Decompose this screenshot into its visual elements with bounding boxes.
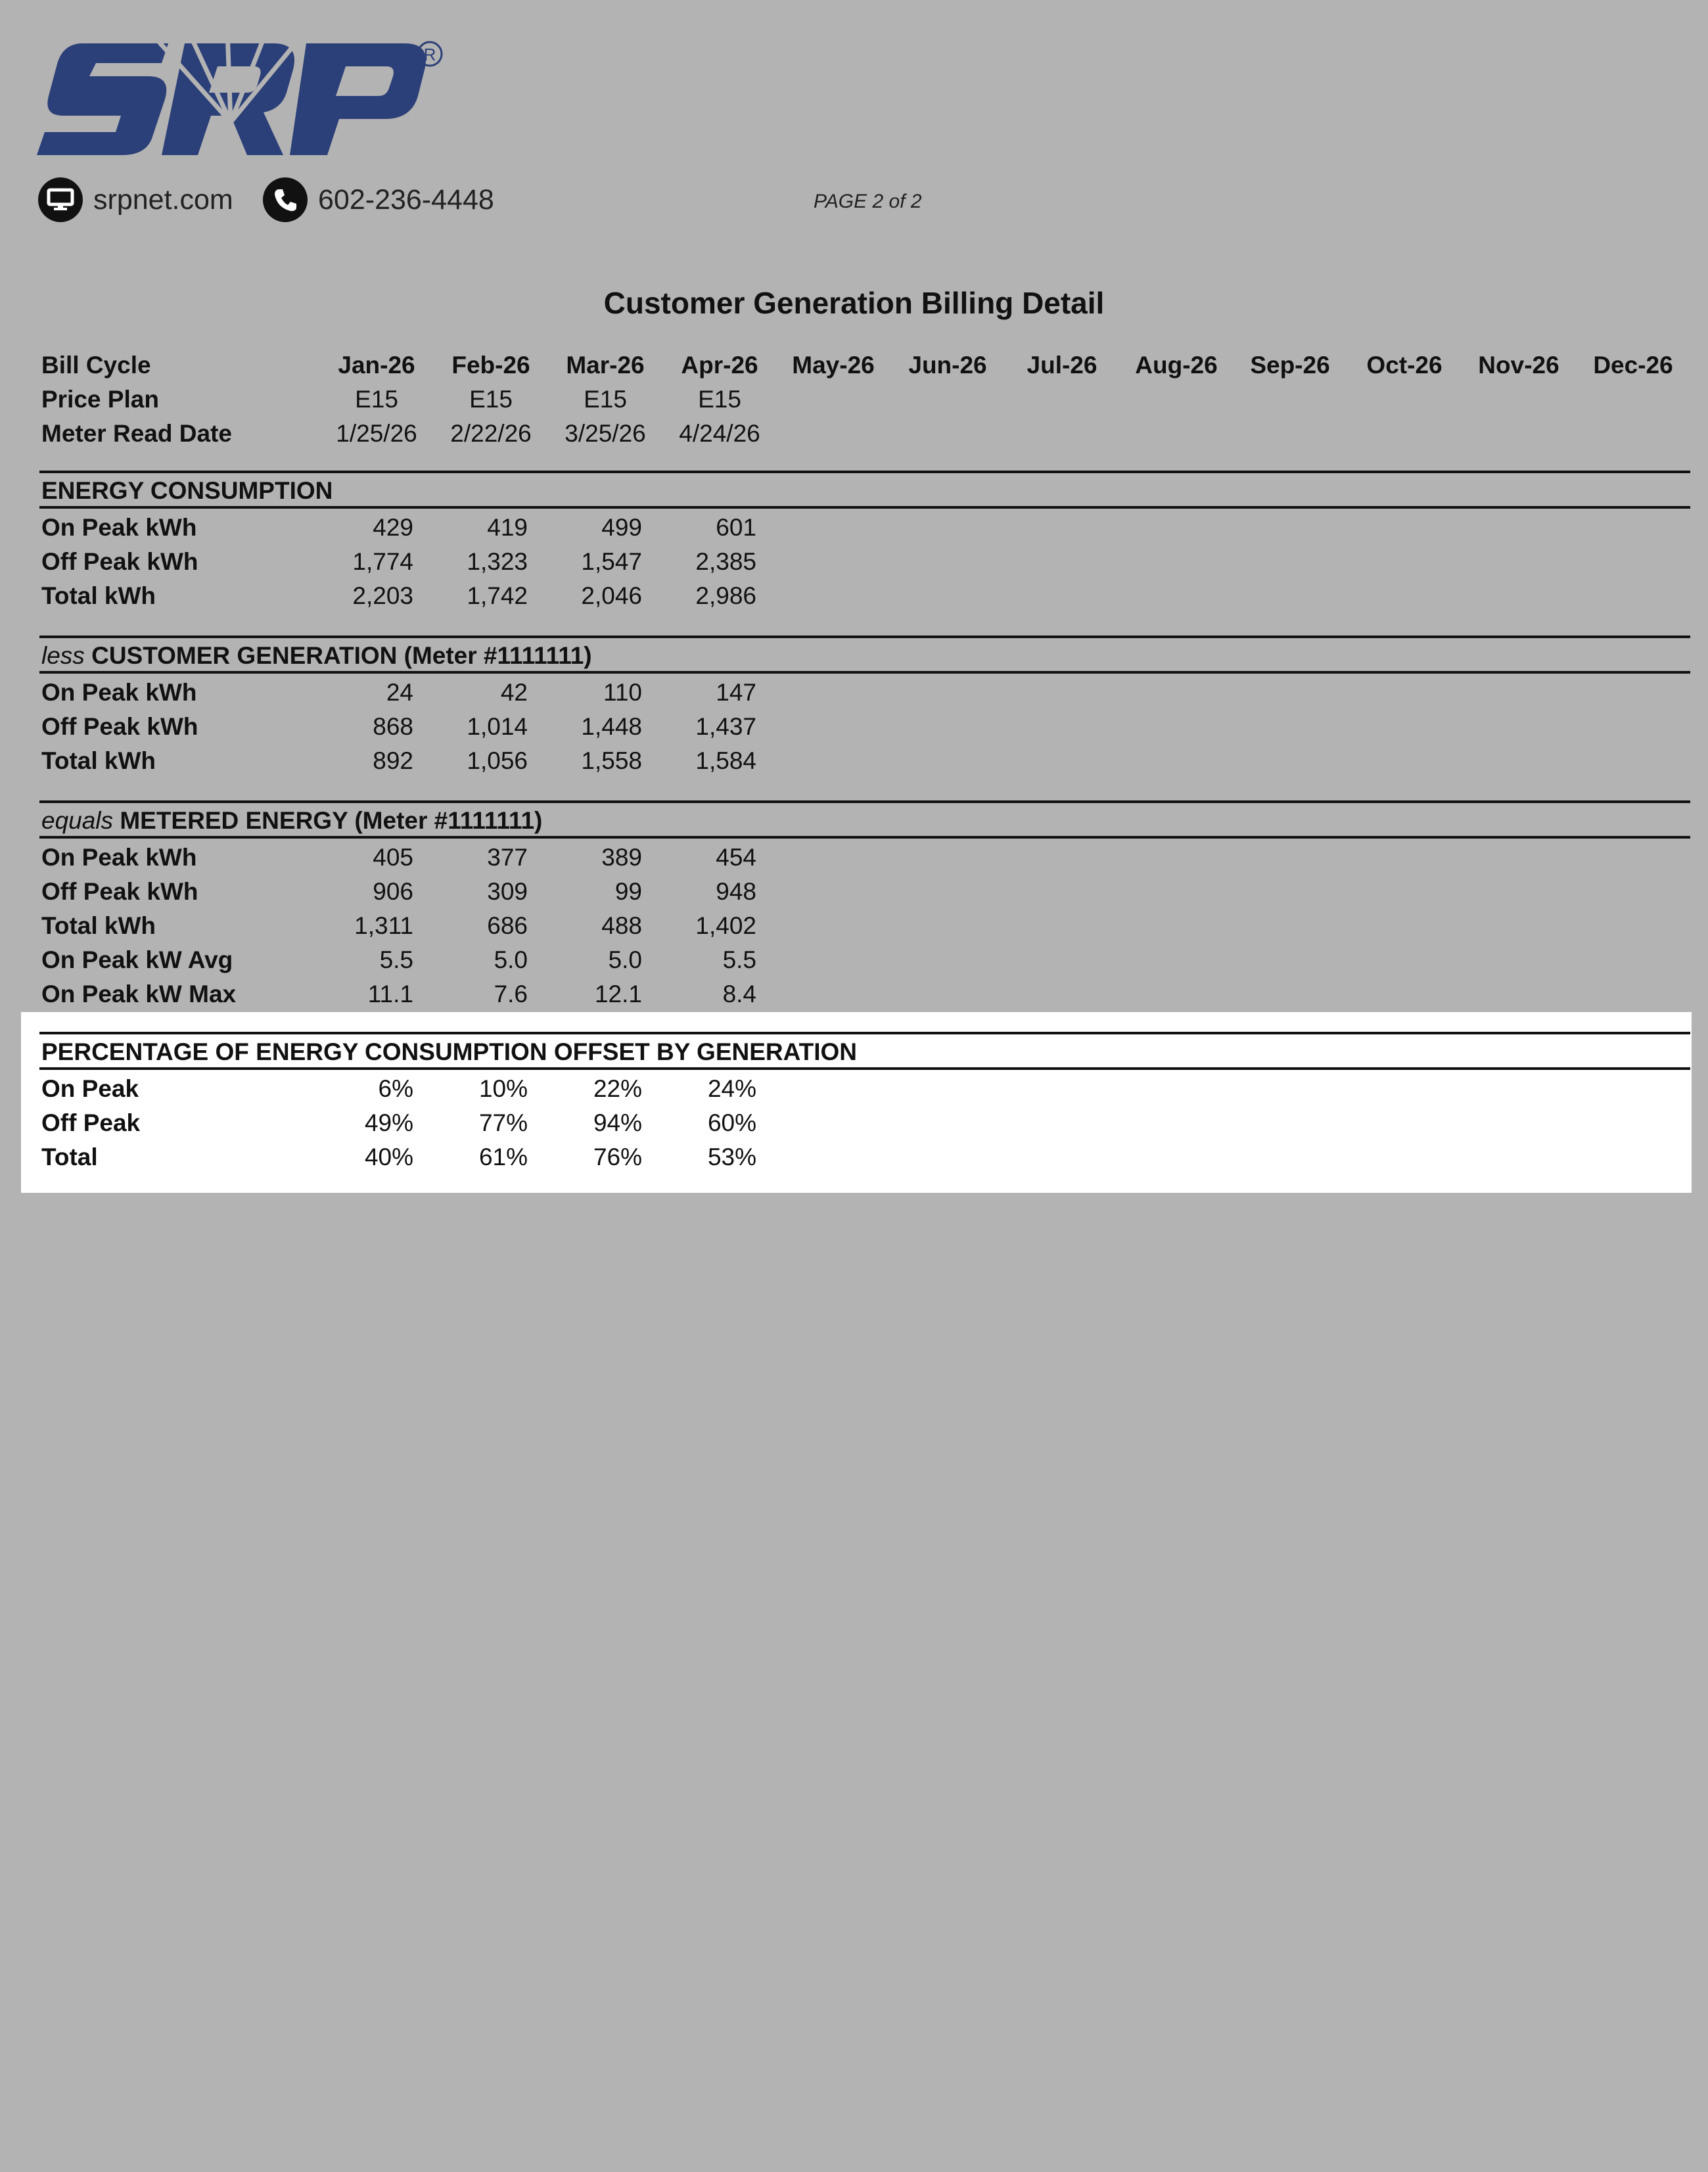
row-value: 1,547 bbox=[581, 548, 642, 575]
section-prefix: less bbox=[41, 642, 85, 669]
meter-read-date-label: Meter Read Date bbox=[41, 420, 232, 447]
row-label: On Peak kWh bbox=[41, 679, 197, 706]
row-value: 2,046 bbox=[581, 582, 642, 609]
row-label: On Peak kW Max bbox=[41, 981, 237, 1007]
row-value: 40% bbox=[364, 1144, 413, 1170]
section-title: CUSTOMER GENERATION (Meter #1111111) bbox=[91, 642, 592, 669]
page-title: Customer Generation Billing Detail bbox=[603, 286, 1105, 320]
row-value: 419 bbox=[487, 514, 528, 541]
section-title: ENERGY CONSUMPTION bbox=[41, 477, 333, 504]
phone-text[interactable]: 602-236-4448 bbox=[318, 183, 494, 216]
row-value: 49% bbox=[364, 1109, 413, 1136]
month-header: Mar-26 bbox=[566, 352, 645, 379]
website-contact bbox=[38, 177, 233, 222]
row-label: Off Peak kWh bbox=[41, 548, 198, 575]
price-plan-value: E15 bbox=[469, 386, 513, 413]
row-value: 1,448 bbox=[581, 713, 642, 740]
section-bottom-rule bbox=[39, 506, 1690, 509]
website-text[interactable]: srpnet.com bbox=[93, 183, 233, 216]
row-value: 2,385 bbox=[695, 548, 756, 575]
section-top-rule bbox=[39, 1032, 1690, 1034]
read-date-value: 1/25/26 bbox=[336, 420, 417, 447]
month-header: Feb-26 bbox=[451, 352, 530, 379]
row-value: 2,986 bbox=[695, 582, 756, 609]
row-value: 1,558 bbox=[581, 747, 642, 774]
row-value: 1,056 bbox=[467, 747, 528, 774]
row-value: 601 bbox=[716, 514, 756, 541]
row-value: 5.0 bbox=[494, 946, 528, 973]
row-value: 147 bbox=[716, 679, 756, 706]
phone-icon bbox=[263, 177, 308, 222]
row-value: 1,402 bbox=[695, 912, 756, 939]
row-value: 309 bbox=[487, 878, 528, 905]
read-date-value: 4/24/26 bbox=[679, 420, 760, 447]
row-value: 429 bbox=[373, 514, 413, 541]
row-value: 60% bbox=[707, 1109, 756, 1136]
row-value: 99 bbox=[614, 878, 642, 905]
section-prefix: equals bbox=[41, 807, 114, 834]
row-value: 377 bbox=[487, 844, 528, 871]
row-value: 5.0 bbox=[608, 946, 642, 973]
row-value: 5.5 bbox=[722, 946, 756, 973]
section-bottom-rule bbox=[39, 671, 1690, 674]
price-plan-value: E15 bbox=[355, 386, 398, 413]
bill-cycle-label: Bill Cycle bbox=[41, 352, 151, 379]
srp-logo bbox=[37, 30, 444, 162]
row-label: Total bbox=[41, 1144, 98, 1170]
section-top-rule bbox=[39, 635, 1690, 638]
row-label: On Peak bbox=[41, 1075, 139, 1102]
month-header: Aug-26 bbox=[1135, 352, 1218, 379]
row-value: 454 bbox=[716, 844, 756, 871]
row-value: 1,584 bbox=[695, 747, 756, 774]
row-label: Total kWh bbox=[41, 747, 156, 774]
read-date-value: 3/25/26 bbox=[565, 420, 646, 447]
row-value: 8.4 bbox=[722, 981, 756, 1007]
row-value: 389 bbox=[601, 844, 642, 871]
svg-text:R: R bbox=[423, 45, 436, 64]
section-bottom-rule bbox=[39, 836, 1690, 839]
row-value: 892 bbox=[373, 747, 413, 774]
row-value: 24 bbox=[386, 679, 413, 706]
row-label: Off Peak kWh bbox=[41, 878, 198, 905]
row-value: 686 bbox=[487, 912, 528, 939]
row-value: 1,323 bbox=[467, 548, 528, 575]
row-value: 5.5 bbox=[379, 946, 413, 973]
phone-contact bbox=[263, 177, 494, 222]
month-header: Oct-26 bbox=[1366, 352, 1443, 379]
row-value: 22% bbox=[593, 1075, 642, 1102]
month-header: Nov-26 bbox=[1478, 352, 1559, 379]
price-plan-value: E15 bbox=[698, 386, 741, 413]
row-value: 110 bbox=[603, 679, 642, 706]
row-value: 405 bbox=[373, 844, 413, 871]
section-bottom-rule bbox=[39, 1067, 1690, 1070]
row-value: 94% bbox=[593, 1109, 642, 1136]
row-value: 1,742 bbox=[467, 582, 528, 609]
section-header bbox=[41, 1040, 857, 1064]
row-value: 2,203 bbox=[352, 582, 413, 609]
row-label: Off Peak kWh bbox=[41, 713, 198, 740]
row-value: 24% bbox=[707, 1075, 756, 1102]
month-header: Jan-26 bbox=[338, 352, 415, 379]
row-label: Total kWh bbox=[41, 582, 156, 609]
section-title: PERCENTAGE OF ENERGY CONSUMPTION OFFSET BY GENERATION bbox=[41, 1038, 857, 1065]
monitor-icon bbox=[38, 177, 83, 222]
row-value: 12.1 bbox=[594, 981, 642, 1007]
row-value: 1,774 bbox=[352, 548, 413, 575]
month-header: Jun-26 bbox=[908, 352, 987, 379]
section-header bbox=[41, 808, 542, 833]
row-label: On Peak kWh bbox=[41, 844, 197, 871]
row-value: 11.1 bbox=[367, 981, 413, 1007]
row-value: 1,311 bbox=[354, 912, 413, 939]
row-value: 948 bbox=[716, 878, 756, 905]
section-top-rule bbox=[39, 800, 1690, 803]
row-value: 42 bbox=[500, 679, 528, 706]
page-indicator: PAGE 2 of 2 bbox=[814, 191, 922, 212]
row-label: Off Peak bbox=[41, 1109, 141, 1136]
section-header bbox=[41, 478, 333, 503]
row-value: 906 bbox=[373, 878, 413, 905]
section-title: METERED ENERGY (Meter #1111111) bbox=[120, 807, 543, 834]
month-header: Apr-26 bbox=[681, 352, 758, 379]
row-value: 868 bbox=[373, 713, 413, 740]
row-value: 6% bbox=[378, 1075, 413, 1102]
row-value: 488 bbox=[601, 912, 642, 939]
month-header: Jul-26 bbox=[1027, 352, 1097, 379]
price-plan-value: E15 bbox=[584, 386, 627, 413]
row-label: On Peak kW Avg bbox=[41, 946, 233, 973]
row-value: 10% bbox=[478, 1075, 528, 1102]
row-value: 76% bbox=[593, 1144, 642, 1170]
row-value: 53% bbox=[707, 1144, 756, 1170]
month-header: Sep-26 bbox=[1250, 352, 1330, 379]
row-value: 1,437 bbox=[695, 713, 756, 740]
section-top-rule bbox=[39, 471, 1690, 473]
row-label: On Peak kWh bbox=[41, 514, 197, 541]
row-value: 61% bbox=[478, 1144, 528, 1170]
price-plan-label: Price Plan bbox=[41, 386, 159, 413]
read-date-value: 2/22/26 bbox=[450, 420, 532, 447]
row-value: 499 bbox=[601, 514, 642, 541]
section-header bbox=[41, 643, 592, 668]
row-value: 1,014 bbox=[467, 713, 528, 740]
row-value: 77% bbox=[478, 1109, 528, 1136]
month-header: Dec-26 bbox=[1593, 352, 1673, 379]
row-label: Total kWh bbox=[41, 912, 156, 939]
month-header: May-26 bbox=[792, 352, 875, 379]
row-value: 7.6 bbox=[494, 981, 528, 1007]
